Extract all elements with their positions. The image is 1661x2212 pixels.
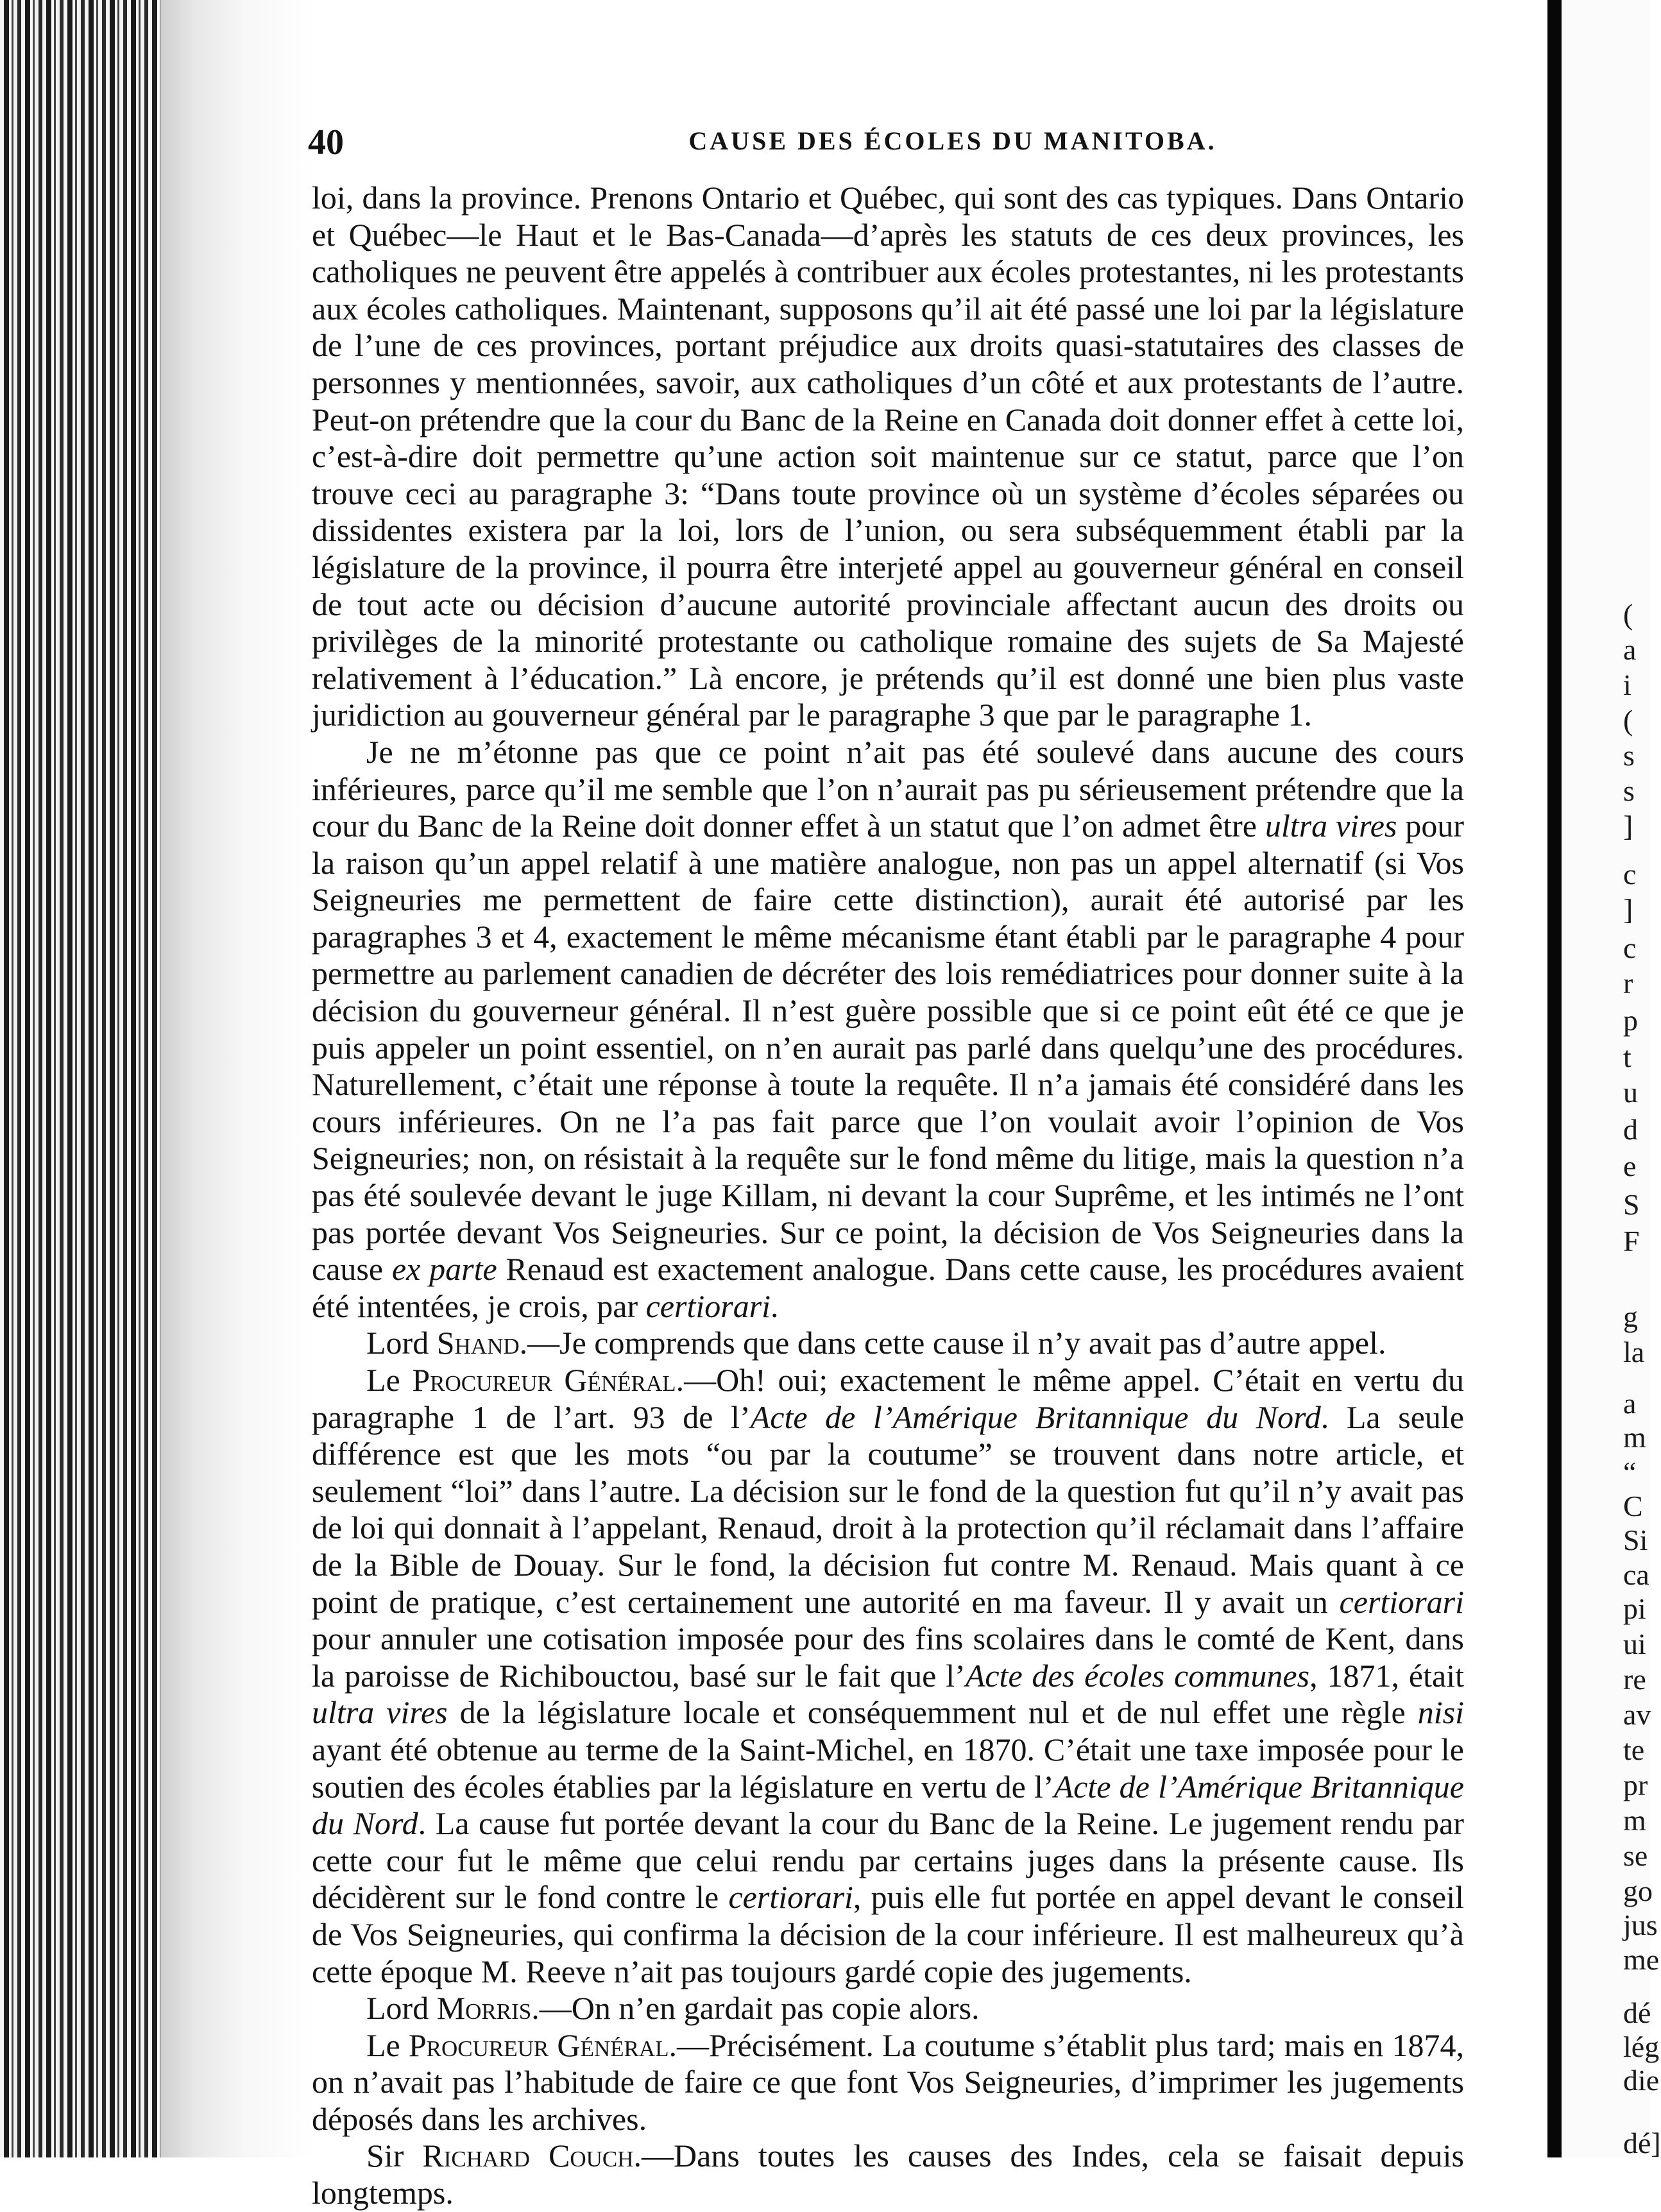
facing-page-text-fragment: s [1623,739,1635,772]
paragraph [312,2138,1464,2211]
text-run: , puis elle fut portée en appel devant le conseil de Vos Seigneuries, qui confirma la décision de la cour inférieure. Il est malheureux qu’à cette époque M. Reeve n’ait pas toujours gardé copie des jugements. [312,1879,1464,1989]
facing-page-text-fragment: ] [1623,893,1633,926]
paragraph [312,1325,1464,1362]
facing-page-text-fragment: r [1623,967,1633,1000]
text-run: Sir [366,2138,423,2174]
text-run: Le [366,2027,409,2063]
facing-page-text-fragment: S [1623,1188,1640,1221]
facing-page-text-fragment: c [1623,858,1637,890]
facing-page-text-fragment: Si [1623,1524,1648,1556]
text-run: .—Dans toutes les causes des Indes, cela se faisait depuis longtemps. [312,2138,1464,2211]
facing-page-text-fragment: ] [1623,810,1633,842]
paragraph [312,180,1464,734]
facing-page-text-fragment: d [1623,1113,1638,1146]
italic-text: Acte de l’Amérique Britannique du Nord [750,1399,1321,1435]
text-run: Lord [366,1990,437,2027]
facing-page-text-fragment: F [1623,1225,1640,1257]
facing-page-text-fragment: u [1623,1076,1638,1109]
text-run: . La cause fut portée devant la cour du Banc de la Reine. Le jugement rendu par cette cour fut le même que celui rendu par certains juges dans la présente cause. Ils décidèrent sur le fond contre le [312,1805,1465,1916]
speaker-name: Procureur Général [412,1362,676,1398]
facing-page-text-fragment: ( [1623,704,1633,736]
facing-page-text-fragment: p [1623,1004,1638,1037]
text-run: .—On n’en gardait pas copie alors. [531,1990,980,2027]
facing-page-text-fragment: te [1623,1733,1645,1766]
text-run: Je ne m’étonne pas que ce point n’ait pas été soulevé dans aucune des cours inférieures, parce qu’il me semble que l’on n’aurait pas pu sérieusement prétendre que la cour du Banc de la Reine doit donner effet à un statut que l’on admet être [312,733,1464,844]
speaker-name: Morris [436,1990,532,2027]
facing-page-text-fragment: pi [1623,1592,1646,1625]
facing-page-text-fragment: c [1623,932,1637,964]
paragraph [312,1362,1464,1990]
facing-page-text-fragment: e [1623,1150,1637,1182]
paragraph [312,734,1464,1325]
italic-text: certiorari [1339,1583,1464,1620]
italic-text: ultra vires [312,1694,448,1731]
facing-page-text-fragment: g [1623,1300,1638,1333]
facing-page-text-fragment: re [1623,1663,1646,1696]
text-run: . [771,1288,779,1324]
facing-page-text-fragment: a [1623,633,1637,666]
body-text [312,180,1464,2212]
facing-page-text-fragment: lég [1623,2030,1660,2063]
text-run: ayant été obtenue au terme de la Saint-Michel, en 1870. C’était une taxe imposée pour le soutien des écoles établies par la législature en vertu de l’ [312,1731,1464,1805]
facing-page-text-fragment: jus [1623,1909,1658,1941]
book-binding-edge [0,0,160,2157]
facing-page-text-fragment: dé] [1623,2127,1661,2159]
italic-text: ex parte [391,1251,497,1288]
facing-page-text-fragment: se [1623,1839,1648,1872]
text-run: .—Je comprends que dans cette cause il n’y avait pas d’autre appel. [519,1325,1386,1361]
text-run: . La seule différence est que les mots “ou par la coutume” se trouvent dans notre article, et seulement “loi” dans l’autre. La décision sur le fond de la question fut qu’il n’y avait pas de loi qui donnait à l’appelant, Renaud, droit à la protection qu’il réclamait dans l’affaire de la Bible de Douay. Sur le fond, la décision fut contre M. Renaud. Mais quant à ce point de pratique, c’est certainement une autorité en ma faveur. Il y avait un [312,1399,1465,1620]
facing-page-text-fragment: dé [1623,1996,1651,2029]
facing-page-text-fragment: t [1623,1041,1631,1073]
facing-page-text-fragment: “ [1623,1456,1637,1488]
text-run: , 1871, était [1309,1657,1464,1694]
facing-page-text-fragment: ui [1623,1628,1646,1660]
text-run: Renaud est exactement analogue. Dans cette cause, les procédures avaient été intentées, je crois, par [312,1251,1464,1324]
speaker-name: Shand [436,1325,520,1361]
facing-page-text-fragment: la [1623,1336,1645,1368]
facing-page-text-fragment: go [1623,1875,1653,1907]
facing-page-text-fragment: me [1623,1943,1660,1976]
book-gutter [1547,0,1562,2157]
facing-page-text-fragment: ( [1623,598,1633,631]
text-run: Lord [366,1325,437,1361]
speaker-name: Richard Couch [422,2138,634,2174]
text-run: .—Précisément. La coutume s’établit plus tard; mais en 1874, on n’avait pas l’habitude de faire ce que font Vos Seigneuries, d’imprimer les jugements déposés dans les archives. [312,2027,1464,2137]
facing-page-text-fragment: ca [1623,1558,1649,1591]
facing-page-text-fragment: die [1623,2064,1660,2097]
facing-page-text-fragment: m [1623,1804,1646,1837]
facing-page-text-fragment: a [1623,1387,1637,1420]
text-run: pour annuler une cotisation imposée pour des fins scolaires dans le comté de Kent, dans la paroisse de Richibouctou, basé sur le fait que l’ [312,1621,1464,1694]
facing-page-text-fragment: C [1623,1490,1643,1522]
facing-page-text-fragment: s [1623,774,1635,807]
paragraph [312,1990,1464,2027]
page-number: 40 [308,123,344,162]
text-run: pour la raison qu’un appel relatif à une matière analogue, non pas un appel alternatif (si Vos Seigneuries me permettent de faire cette distinction), aurait été autorisé par les paragraphes 3 et 4, exactement le même mécanisme étant établi par le paragraphe 4 pour permettre au parlement canadien de décréter des lois remédiatrices pour donner suite à la décision du gouverneur général. Il n’est guère possible que si ce point eût été ce que je puis appeler un point essentiel, on n’en aurait pas parlé dans quelqu’une des procédures. Naturellement, c’était une réponse à toute la requête. Il n’a jamais été considéré dans les cours inférieures. On ne l’a pas fait parce que l’on voulait avoir l’opinion de Vos Seigneuries; non, on résistait à la requête sur le fond même du litige, mais la question n’a pas été soulevée devant le juge Killam, ni devant la cour Suprême, et les intimés ne l’ont pas portée devant Vos Seigneuries. Sur ce point, la décision de Vos Seigneuries dans la cause [312,808,1464,1288]
text-run: .—Oh! oui; exactement le même appel. C’était en vertu du paragraphe 1 de l’art. 93 de l’ [312,1362,1464,1435]
running-title: CAUSE DES ÉCOLES DU MANITOBA. [688,126,1217,155]
paragraph [312,2027,1464,2138]
italic-text: Acte de l’Amérique Britannique du Nord [312,1768,1465,1842]
page-curl-shadow [160,0,314,2157]
text-run: de la législature locale et conséquemment nul et de nul effet une règle [447,1694,1418,1731]
facing-page-text-fragment: i [1623,668,1631,701]
facing-page-text-fragment: av [1623,1698,1651,1731]
italic-text: certiorari [728,1879,853,1916]
italic-text: ultra vires [1265,808,1397,844]
italic-text: certiorari [645,1288,771,1324]
facing-page-text-fragment: m [1623,1421,1646,1454]
italic-text: nisi [1417,1694,1464,1731]
text-run: loi, dans la province. Prenons Ontario et Québec, qui sont des cas typiques. Dans Ontario et Québec—le Haut et le Bas-Canada—d’après les statuts de ces deux provinces, les catholiques ne peuvent être appelés à contribuer aux écoles protestantes, ni les protestants aux écoles catholiques. Maintenant, supposons qu’il ait été passé une loi par la législature de l’une de ces provinces, portant préjudice aux droits quasi-statutaires des classes de personnes y mentionnées, savoir, aux catholiques d’un côté et aux protestants de l’autre. Peut-on prétendre que la cour du Banc de la Reine en Canada doit donner effet à cette loi, c’est-à-dire doit permettre qu’une action soit maintenue sur ce statut, parce que l’on trouve ceci au paragraphe 3: “Dans toute province où un système d’écoles séparées ou dissidentes existera par la loi, lors de l’union, ou sera subséquemment établi par la législature de la province, il pourra être interjeté appel au gouverneur général en conseil de tout acte ou décision d’aucune autorité provinciale affectant aucun des droits ou privilèges de la minorité protestante ou catholique romaine des sujets de Sa Majesté relativement à l’éducation.” Là encore, je prétends qu’il est donné une bien plus vaste juridiction au gouverneur général par le paragraphe 3 que par le paragraphe 1. [312,180,1464,733]
facing-page-text-fragment: pr [1623,1769,1648,1801]
speaker-name: Procureur Général [408,2027,669,2063]
text-run: Le [366,1362,413,1398]
italic-text: Acte des écoles communes [965,1657,1310,1694]
